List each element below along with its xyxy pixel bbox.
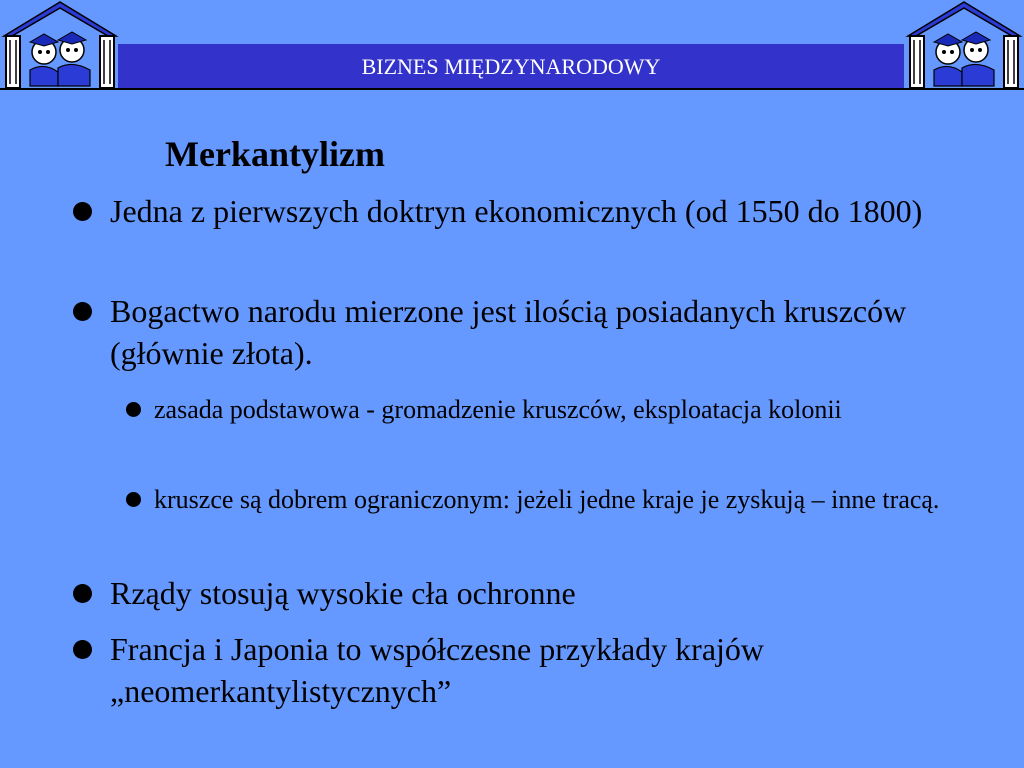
- list-item: [110, 190, 1000, 232]
- list-item: [110, 628, 1000, 712]
- banner-underline: [0, 88, 1024, 90]
- sub-list-item-text: zasada podstawowa - gromadzenie kruszców, eksploatacja kolonii: [154, 395, 842, 424]
- header-banner: [0, 44, 1024, 90]
- list-item-text: Francja i Japonia to współczesne przykłady krajów „neomerkantylistycznych”: [110, 631, 765, 709]
- list-item: [110, 290, 1000, 374]
- title-bar: [118, 44, 904, 88]
- sub-list-item-text: kruszce są dobrem ograniczonym: jeżeli jedne kraje je zyskują – inne tracą.: [154, 485, 940, 514]
- sub-list-item: [154, 390, 984, 430]
- scholars-logo-icon: [0, 0, 120, 90]
- list-item-text: Jedna z pierwszych doktryn ekonomicznych (od 1550 do 1800): [110, 193, 923, 229]
- list-item-text: Rządy stosują wysokie cła ochronne: [110, 575, 576, 611]
- bullet-dot-icon: [73, 202, 92, 221]
- bullet-dot-icon: [73, 584, 92, 603]
- bullet-dot-icon: [73, 302, 92, 321]
- sub-list-item: [154, 480, 984, 520]
- bullet-dot-icon: [126, 492, 141, 507]
- list-item-text: Bogactwo narodu mierzone jest ilością posiadanych kruszców (głównie złota).: [110, 293, 907, 371]
- scholars-logo-icon: [904, 0, 1024, 90]
- banner-title: BIZNES MIĘDZYNARODOWY: [361, 54, 661, 79]
- list-item: [110, 572, 1000, 614]
- bullet-dot-icon: [73, 640, 92, 659]
- bullet-dot-icon: [126, 402, 141, 417]
- slide-heading: Merkantylizm: [165, 134, 385, 174]
